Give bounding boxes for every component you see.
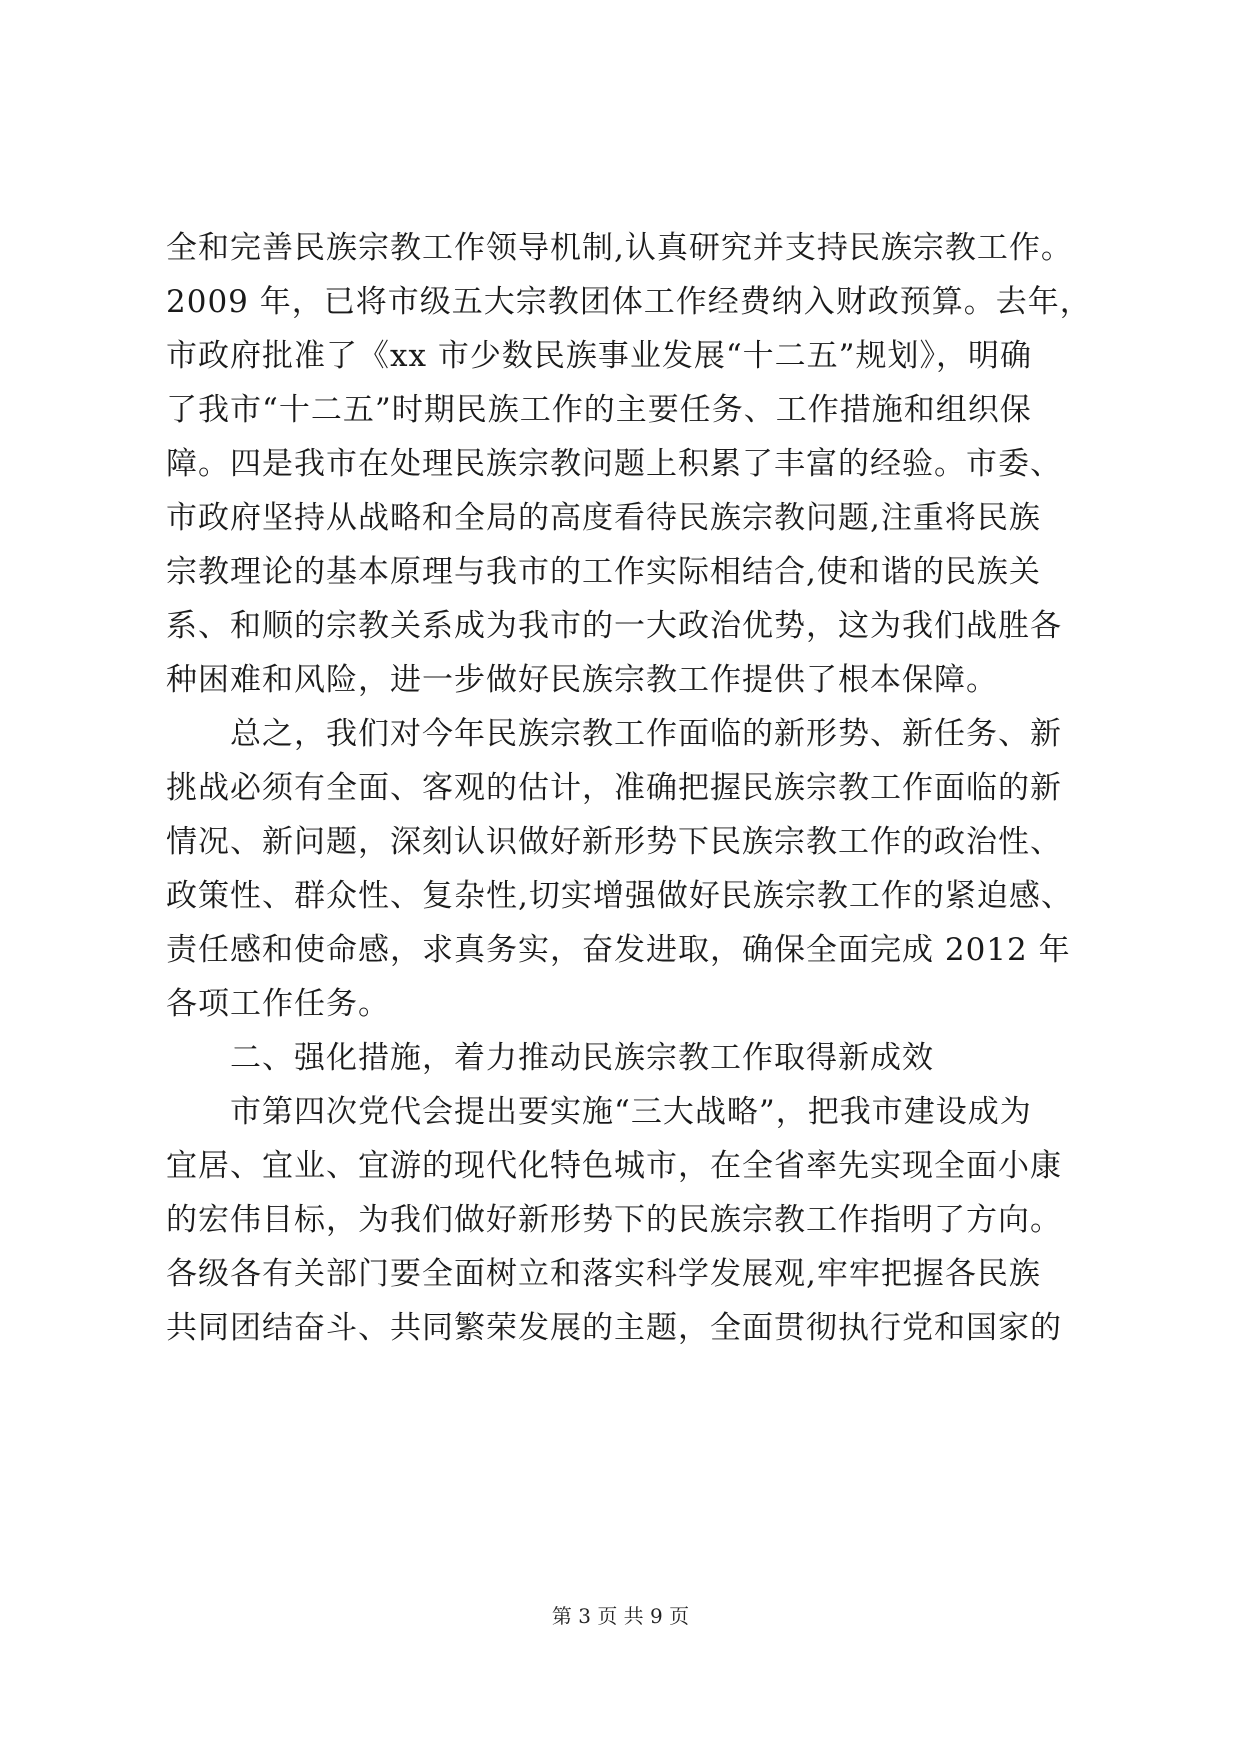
text-line: 各项工作任务。 <box>166 986 390 1022</box>
text-line: 各级各有关部门要全面树立和落实科学发展观,牢牢把握各民族 <box>166 1256 1041 1292</box>
text-line: 2009 年，已将市级五大宗教团体工作经费纳入财政预算。去年， <box>166 284 1092 320</box>
text-line: 挑战必须有全面、客观的估计，准确把握民族宗教工作面临的新 <box>166 770 1062 806</box>
page-number-footer: 第 3 页 共 9 页 <box>551 1604 690 1628</box>
section-heading: 二、强化措施，着力推动民族宗教工作取得新成效 <box>166 1040 934 1076</box>
text-line: 宜居、宜业、宜游的现代化特色城市，在全省率先实现全面小康 <box>166 1148 1062 1184</box>
text-line: 市第四次党代会提出要实施“三大战略”，把我市建设成为 <box>166 1094 1032 1130</box>
text-line: 宗教理论的基本原理与我市的工作实际相结合,使和谐的民族关 <box>166 554 1041 590</box>
text-line: 政策性、群众性、复杂性,切实增强做好民族宗教工作的紧迫感、 <box>166 878 1073 914</box>
text-line: 市政府批准了《xx 市少数民族事业发展“十二五”规划》，明确 <box>166 338 1033 374</box>
text-line: 的宏伟目标，为我们做好新形势下的民族宗教工作指明了方向。 <box>166 1202 1062 1238</box>
text-line: 责任感和使命感，求真务实，奋发进取，确保全面完成 2012 年 <box>166 932 1071 968</box>
text-line: 总之，我们对今年民族宗教工作面临的新形势、新任务、新 <box>166 716 1062 752</box>
text-line: 共同团结奋斗、共同繁荣发展的主题，全面贯彻执行党和国家的 <box>166 1310 1062 1346</box>
text-line: 障。四是我市在处理民族宗教问题上积累了丰富的经验。市委、 <box>166 446 1062 482</box>
text-line: 全和完善民族宗教工作领导机制,认真研究并支持民族宗教工作。 <box>166 230 1073 266</box>
text-line: 了我市“十二五”时期民族工作的主要任务、工作措施和组织保 <box>166 392 1032 428</box>
text-line: 系、和顺的宗教关系成为我市的一大政治优势，这为我们战胜各 <box>166 608 1062 644</box>
text-line: 市政府坚持从战略和全局的高度看待民族宗教问题,注重将民族 <box>166 500 1041 536</box>
text-line: 种困难和风险，进一步做好民族宗教工作提供了根本保障。 <box>166 662 998 698</box>
text-line: 情况、新问题，深刻认识做好新形势下民族宗教工作的政治性、 <box>166 824 1062 860</box>
